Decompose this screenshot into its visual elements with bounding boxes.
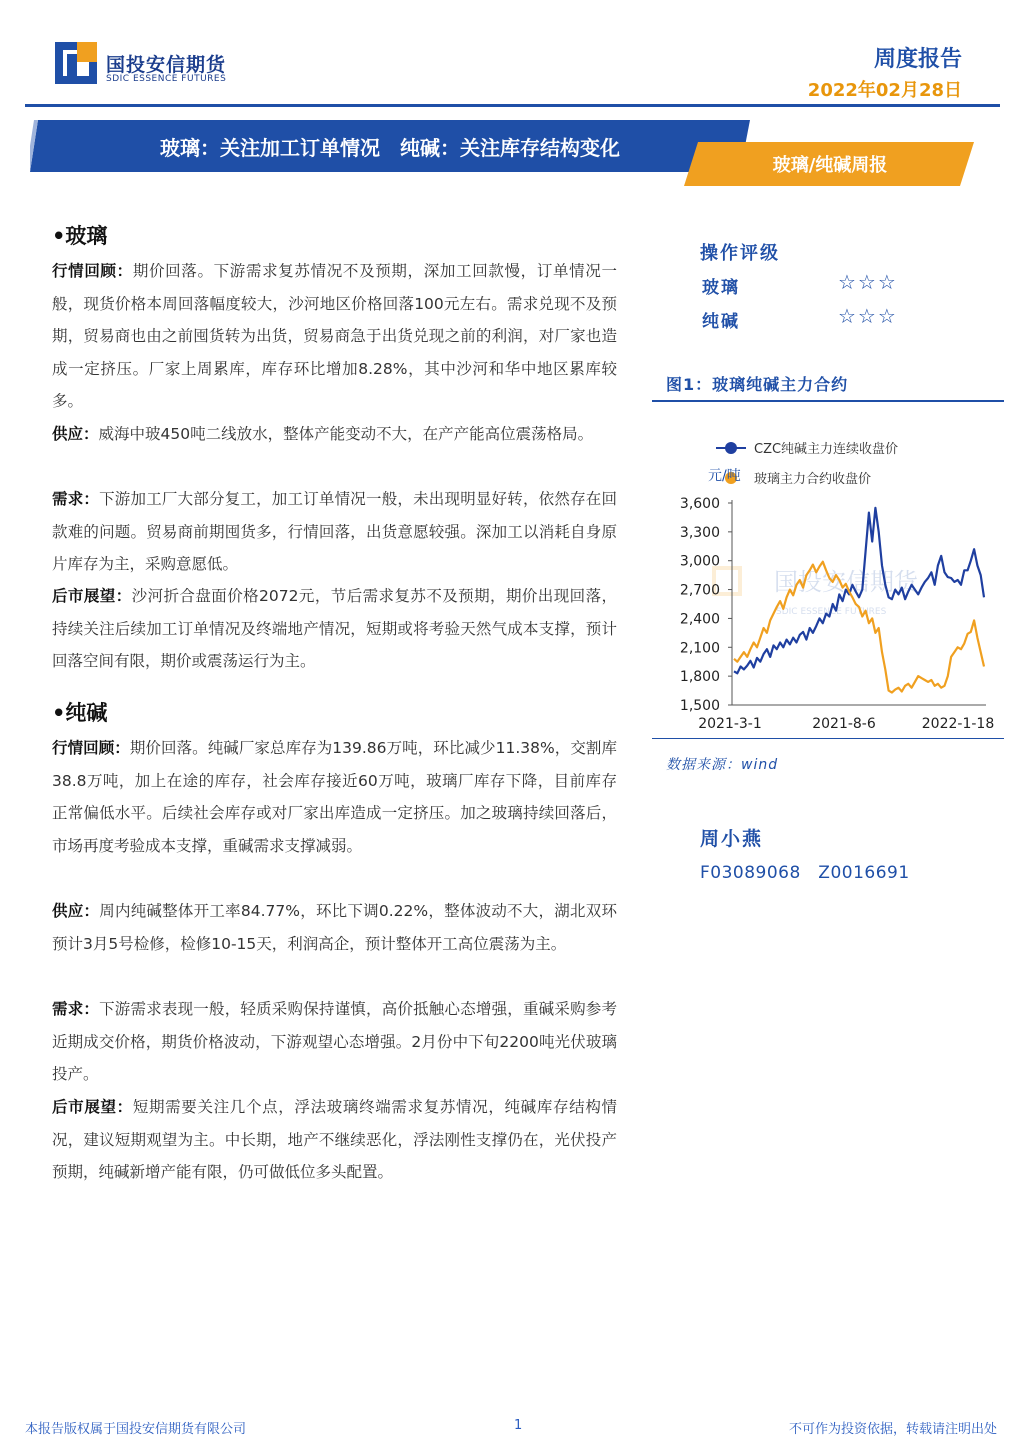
y-tick-label: 1,500 <box>679 698 720 714</box>
y-tick-label: 1,800 <box>679 669 720 686</box>
paragraph-text: 期价回落。下游需求复苏情况不及预期，深加工回款慢，订单情况一般，现货价格本周回落幅度较大，沙河地区价格回落100元左右。需求兑现不及预期，贸易商也由之前囤货转为出货，贸易商急于出货兑现之前的利润，对厂家也造成一定挤压。厂家上周累库，库存环比增加8.28%，其中沙河和华中地区累库较多。 <box>52 262 617 411</box>
paragraph-label: 行情回顾： <box>52 739 130 757</box>
glass-market-review <box>52 255 617 418</box>
y-tick-label: 3,000 <box>679 553 720 570</box>
report-type: 周度报告 <box>873 47 962 72</box>
analyst-name: 周小燕 <box>700 828 764 850</box>
price-line-chart <box>652 430 1004 740</box>
y-tick-label: 2,100 <box>679 640 720 657</box>
x-tick-label: 2021-3-1 <box>698 716 762 732</box>
rating-soda-label: 纯碱 <box>702 312 740 332</box>
analyst-license-ids: F03089068 Z0016691 <box>700 863 910 883</box>
paragraph-text: 沙河折合盘面价格2072元，节后需求复苏不及预期，期价出现回落，持续关注后续加工订单情况及终端地产情况，短期或将考验天然气成本支撑，预计回落空间有限，期价或震荡运行为主。 <box>52 587 617 671</box>
paragraph-label: 供应： <box>52 425 99 443</box>
y-tick-label: 2,700 <box>679 582 720 599</box>
watermark <box>714 568 920 617</box>
paragraph-text: 期价回落。纯碱厂家总库存为139.86万吨，环比减少11.38%，交割库38.8万吨，加上在途的库存，社会库存接近60万吨，玻璃厂库存下降，目前库存正常偏低水平。后续社会库存或对厂家出库造成一定挤压。加之玻璃持续回落后，市场再度考验成本支撑，重碱需求支撑减弱。 <box>52 739 617 855</box>
rating-glass-stars-icon: ☆☆☆ <box>838 270 898 294</box>
glass-outlook <box>52 580 617 678</box>
company-logo-icon <box>55 42 97 84</box>
soda-market-review <box>52 732 617 862</box>
figure-top-rule <box>652 400 1004 402</box>
y-tick-label: 3,600 <box>679 496 720 512</box>
legend-label-glass: 玻璃主力合约收盘价 <box>754 472 872 487</box>
rating-glass-label: 玻璃 <box>702 278 740 298</box>
paragraph-text: 下游需求表现一般，轻质采购保持谨慎，高价抵触心态增强，重碱采购参考近期成交价格，期货价格波动，下游观望心态增强。2月份中下旬2200吨光伏玻璃投产。 <box>52 1000 617 1084</box>
logo-chinese-name: 国投安信期货 <box>106 54 227 76</box>
soda-supply <box>52 895 617 960</box>
glass-demand <box>52 483 617 581</box>
paragraph-label: 后市展望： <box>52 587 132 605</box>
soda-section-title: •纯碱 <box>52 701 108 725</box>
legend-marker-soda <box>725 442 737 454</box>
y-axis-unit: 元/吨 <box>708 468 741 484</box>
glass-supply <box>52 418 617 451</box>
report-date: 2022年02月28日 <box>807 80 962 101</box>
watermark-en: SDIC ESSENCE FUTURES <box>776 607 887 617</box>
paragraph-label: 行情回顾： <box>52 262 133 280</box>
report-category-tag: 玻璃/纯碱周报 <box>772 155 888 176</box>
watermark-cn: 国投安信期货 <box>774 568 918 596</box>
glass-section-title: •玻璃 <box>52 224 108 248</box>
soda-demand <box>52 993 617 1091</box>
rating-title: 操作评级 <box>700 243 780 264</box>
logo-english-name: SDIC ESSENCE FUTURES <box>106 74 227 84</box>
paragraph-text: 威海中玻450吨二线放水，整体产能变动不大，在产产能高位震荡格局。 <box>98 425 594 443</box>
x-tick-label: 2021-8-6 <box>812 716 876 732</box>
footer-copyright: 本报告版权属于国投安信期货有限公司 <box>25 1422 247 1437</box>
paragraph-text: 短期需要关注几个点，浮法玻璃终端需求复苏情况，纯碱库存结构情况，建议短期观望为主。中长期，地产不继续恶化，浮法刚性支撑仍在，光伏投产预期，纯碱新增产能有限，仍可做低位多头配置。 <box>52 1098 617 1182</box>
paragraph-label: 供应： <box>52 902 100 920</box>
report-headline: 玻璃：关注加工订单情况 纯碱：关注库存结构变化 <box>160 136 620 160</box>
paragraph-label: 后市展望： <box>52 1098 133 1116</box>
rating-soda-stars-icon: ☆☆☆ <box>838 304 898 328</box>
y-tick-label: 3,300 <box>679 524 720 541</box>
figure-title: 图1：玻璃纯碱主力合约 <box>666 375 849 394</box>
paragraph-label: 需求： <box>52 490 100 508</box>
header-divider <box>25 104 1000 107</box>
legend-label-soda: CZC纯碱主力连续收盘价 <box>754 442 899 457</box>
footer-page-number: 1 <box>514 1418 523 1433</box>
soda-outlook <box>52 1091 617 1189</box>
footer-disclaimer: 不可作为投资依据，转载请注明出处 <box>788 1422 997 1437</box>
paragraph-text: 下游加工厂大部分复工，加工订单情况一般，未出现明显好转，依然存在回款难的问题。贸易商前期囤货多，行情回落，出货意愿较强。深加工以消耗自身原片库存为主，采购意愿低。 <box>52 490 617 574</box>
y-tick-label: 2,400 <box>679 611 720 628</box>
data-source: 数据来源：wind <box>666 757 779 773</box>
x-tick-label: 2022-1-18 <box>921 716 995 732</box>
paragraph-label: 需求： <box>52 1000 100 1018</box>
figure-bottom-rule <box>652 738 1004 739</box>
paragraph-text: 周内纯碱整体开工率84.77%，环比下调0.22%，整体波动不大，湖北双环预计3月5号检修，检修10-15天，利润高企，预计整体开工高位震荡为主。 <box>52 902 617 953</box>
